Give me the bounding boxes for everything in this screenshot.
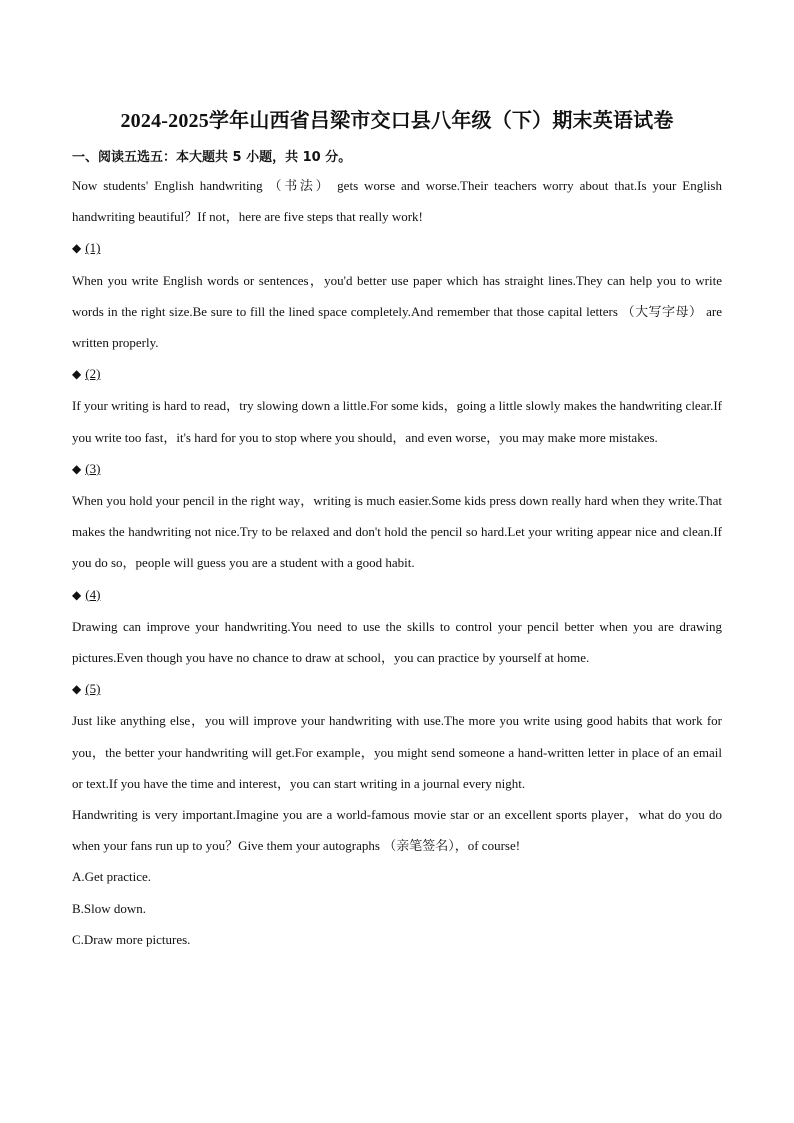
page-title: 2024-2025学年山西省吕梁市交口县八年级（下）期末英语试卷 (120, 110, 674, 132)
blank-number[interactable]: (5) (85, 681, 101, 697)
reading-passage (72, 170, 722, 955)
diamond-icon: ◆ (72, 587, 82, 602)
blank-number[interactable]: (1) (85, 240, 101, 256)
blank-marker-1 (72, 232, 722, 264)
passage-intro: Now students' English handwriting （书法） gets worse and worse.Their teachers worry about that.Is your English handwriting beautiful？If not，here are five steps that really work! (72, 178, 722, 225)
paragraph-5: Just like anything else，you will improve your handwriting with use.The more you write using good habits that work for you，the better your handwriting will get.For example，you might send someone a hand-written letter in place of an email or text.If you have the time and interest，you can start writing in a journal every night. (72, 713, 722, 791)
section-heading: 一、阅读五选五：本大题共 5 小题，共 10 分。 (72, 150, 352, 165)
paragraph-2: If your writing is hard to read，try slowing down a little.For some kids，going a little slowly makes the handwriting clear.If you write too fast，it's hard for you to stop where you should，and even worse，you may make more mistakes. (72, 398, 722, 445)
blank-marker-4 (72, 579, 722, 611)
diamond-icon: ◆ (72, 682, 82, 697)
paragraph-3: When you hold your pencil in the right way，writing is much easier.Some kids press down really hard when they write.That makes the handwriting not nice.Try to be relaxed and don't hold the pencil so hard.Let your writing appear nice and clean.If you do so，people will guess you are a student with a good habit. (72, 493, 722, 571)
blank-number[interactable]: (3) (85, 460, 101, 476)
passage-closing: Handwriting is very important.Imagine you are a world-famous movie star or an excellent sports player，what do you do when your fans run up to you？Give them your autographs （亲笔签名），of course! (72, 807, 722, 854)
diamond-icon: ◆ (72, 241, 82, 256)
blank-marker-3 (72, 453, 722, 485)
diamond-icon: ◆ (72, 367, 82, 382)
paragraph-1: When you write English words or sentences，you'd better use paper which has straight lines.They can help you to write words in the right size.Be sure to fill the lined space completely.And remember that those capital letters （大写字母） are written properly. (72, 272, 722, 351)
blank-number[interactable]: (2) (85, 366, 101, 382)
blank-marker-2 (72, 358, 722, 390)
blank-number[interactable]: (4) (85, 586, 101, 602)
blank-marker-5 (72, 673, 722, 705)
option-c: C.Draw more pictures. (72, 931, 191, 947)
paragraph-4: Drawing can improve your handwriting.You need to use the skills to control your pencil better when you are drawing pictures.Even though you have no chance to draw at school，you can practice by yourself at home. (72, 618, 722, 666)
option-b: B.Slow down. (72, 900, 147, 916)
option-a: A.Get practice. (72, 869, 152, 885)
diamond-icon: ◆ (72, 461, 82, 476)
